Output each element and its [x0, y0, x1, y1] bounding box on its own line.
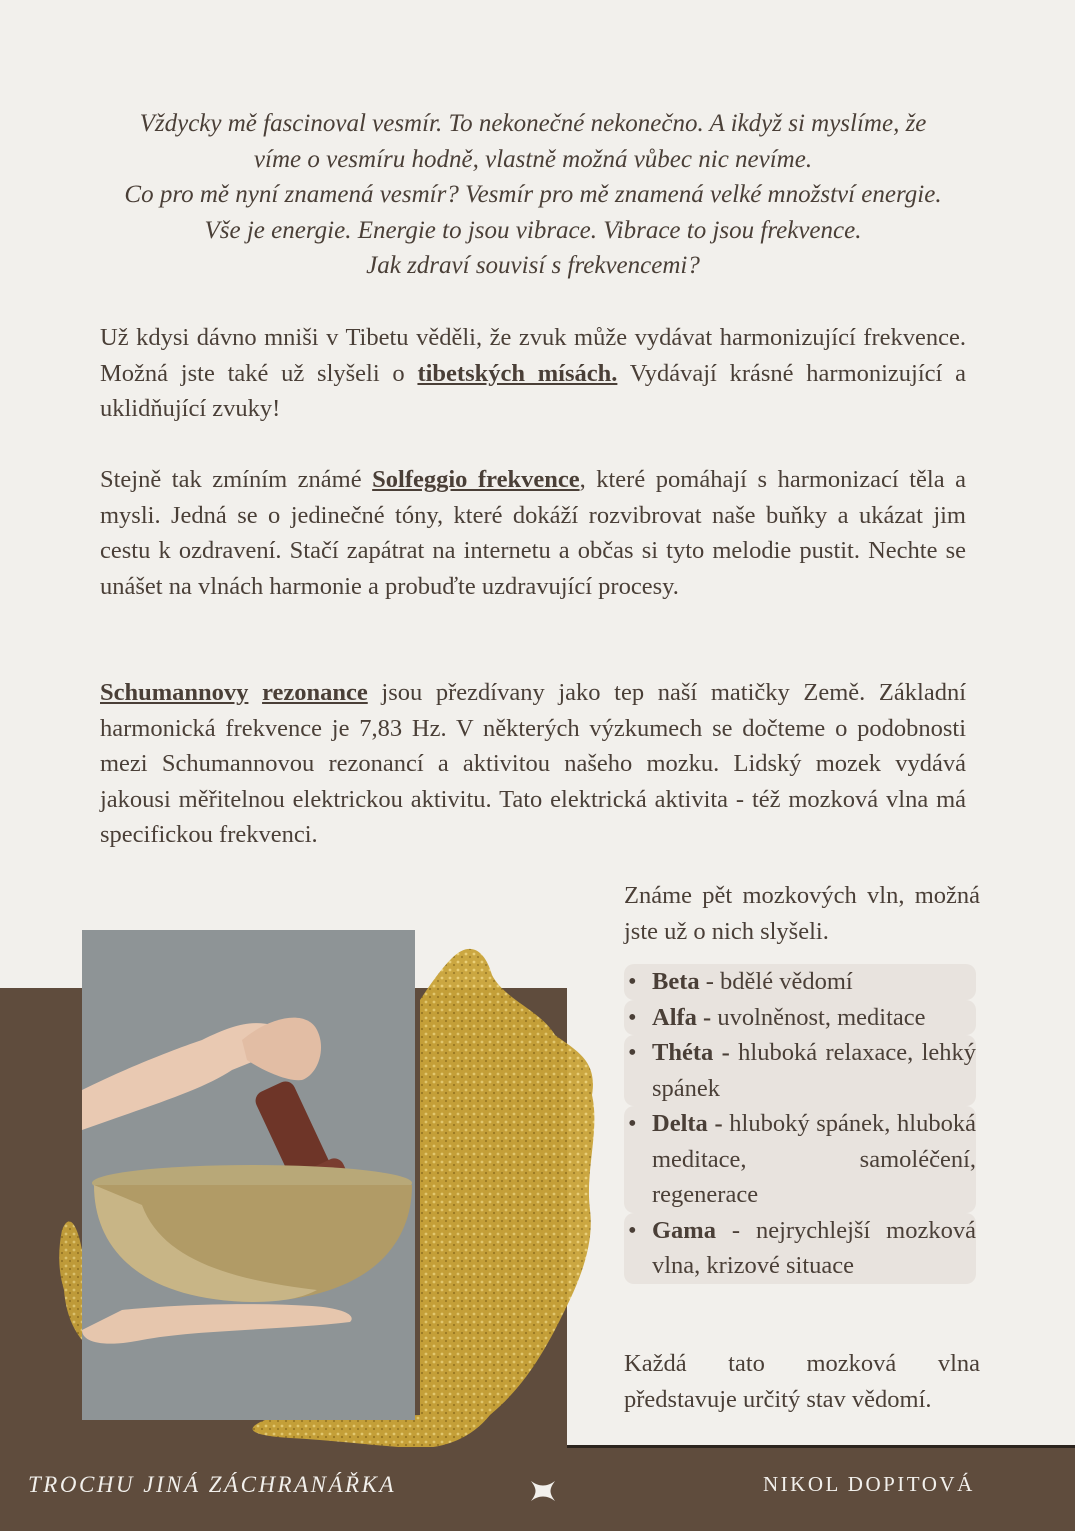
wave-desc: hluboký spánek, hluboká meditace, samoléčení, regenerace [652, 1110, 976, 1208]
wave-desc: - bdělé vědomí [699, 968, 853, 995]
paragraph-solfeggio-text-2: , které pomáhají s harmonizací těla a mysli. Jedná se o jedinečné tóny, které dokáží rozvibrovat naše buňky a ukázat jim cestu k ozdravení. Stačí zapátrat na internetu a občas si tyto melodie pustit. Nechte se unášet na vlnách harmonie a probuďte uzdravující procesy. [100, 466, 966, 600]
list-item [624, 964, 976, 1000]
brainwaves-list [624, 964, 976, 1284]
wave-desc: uvolněnost, meditace [711, 1003, 926, 1031]
intro-line-2: víme o vesmíru hodně, vlastně možná vůbec nic nevíme. [253, 145, 813, 173]
wave-name: Gama [652, 1216, 716, 1244]
singing-bowl-illustration [82, 930, 415, 1420]
paragraph-solfeggio-text-1: Stejně tak zmíním známé [100, 466, 373, 493]
tibetan-bowls-link[interactable]: tibetských mísách. [417, 359, 618, 387]
singing-bowl-photo [82, 930, 415, 1420]
list-item [624, 1213, 976, 1284]
resonance-link[interactable]: rezonance [262, 679, 368, 706]
brainwaves-intro-text: Známe pět mozkových vln, možná jste už o nich slyšeli. [624, 882, 980, 945]
list-item [624, 1000, 976, 1036]
sparkle-star-icon [529, 1477, 557, 1505]
paragraph-tibet [100, 320, 966, 427]
footer-divider [567, 1445, 1075, 1448]
wave-name: Théta - [652, 1039, 730, 1066]
wave-name: Beta [652, 968, 700, 995]
list-item [624, 1106, 976, 1213]
wave-name: Alfa - [652, 1003, 712, 1031]
solfeggio-link[interactable]: Solfeggio frekvence [372, 466, 580, 493]
brainwaves-outro [624, 1346, 980, 1417]
intro-line-5: Jak zdraví souvisí s frekvencemi? [366, 252, 700, 279]
brainwaves-intro [624, 878, 980, 949]
wave-desc: hluboká relaxace, lehký spánek [652, 1039, 976, 1102]
wave-desc: - nejrychlejší mozková vlna, krizové situace [652, 1216, 976, 1279]
paragraph-tibet-text-1: Už kdysi dávno mniši v Tibetu věděli, že zvuk může vydávat harmonizující frekvence. Možná jste také už slyšeli o [100, 324, 966, 387]
paragraph-schumann-text: jsou přezdívany jako tep naší matičky Země. Základní harmonická frekvence je 7,83 Hz. V některých výzkumech se dočteme o podobnosti mezi Schumannovou rezonancí a aktivitou našeho mozku. Lidský mozek vydává jakousi měřitelnou elektrickou aktivitu. Tato elektrická aktivita - též mozková vlna má specifickou frekvenci. [100, 679, 966, 848]
intro-line-4: Vše je energie. Energie to jsou vibrace. Vibrace to jsou frekvence. [204, 216, 862, 244]
schumann-link[interactable]: Schumannovy [100, 679, 249, 706]
brainwaves-outro-text: Každá tato mozková vlna představuje určitý stav vědomí. [624, 1350, 980, 1413]
wave-name: Delta - [652, 1110, 723, 1137]
list-item [624, 1035, 976, 1106]
paragraph-solfeggio [100, 462, 966, 604]
intro-line-3: Co pro mě nyní znamená vesmír? Vesmír pro mě znamená velké množství energie. [124, 181, 942, 208]
paragraph-tibet-text-2: Vydávají krásné harmonizující a uklidňující zvuky! [100, 359, 966, 422]
paragraph-schumann [100, 675, 966, 853]
intro-quote [100, 106, 966, 284]
footer-brand: TROCHU JINÁ ZÁCHRANÁŘKA [28, 1472, 396, 1497]
footer-author: NIKOL DOPITOVÁ [763, 1472, 975, 1496]
intro-line-1: Vždycky mě fascinoval vesmír. To nekonečné nekonečno. A ikdyž si myslíme, že [139, 110, 927, 137]
